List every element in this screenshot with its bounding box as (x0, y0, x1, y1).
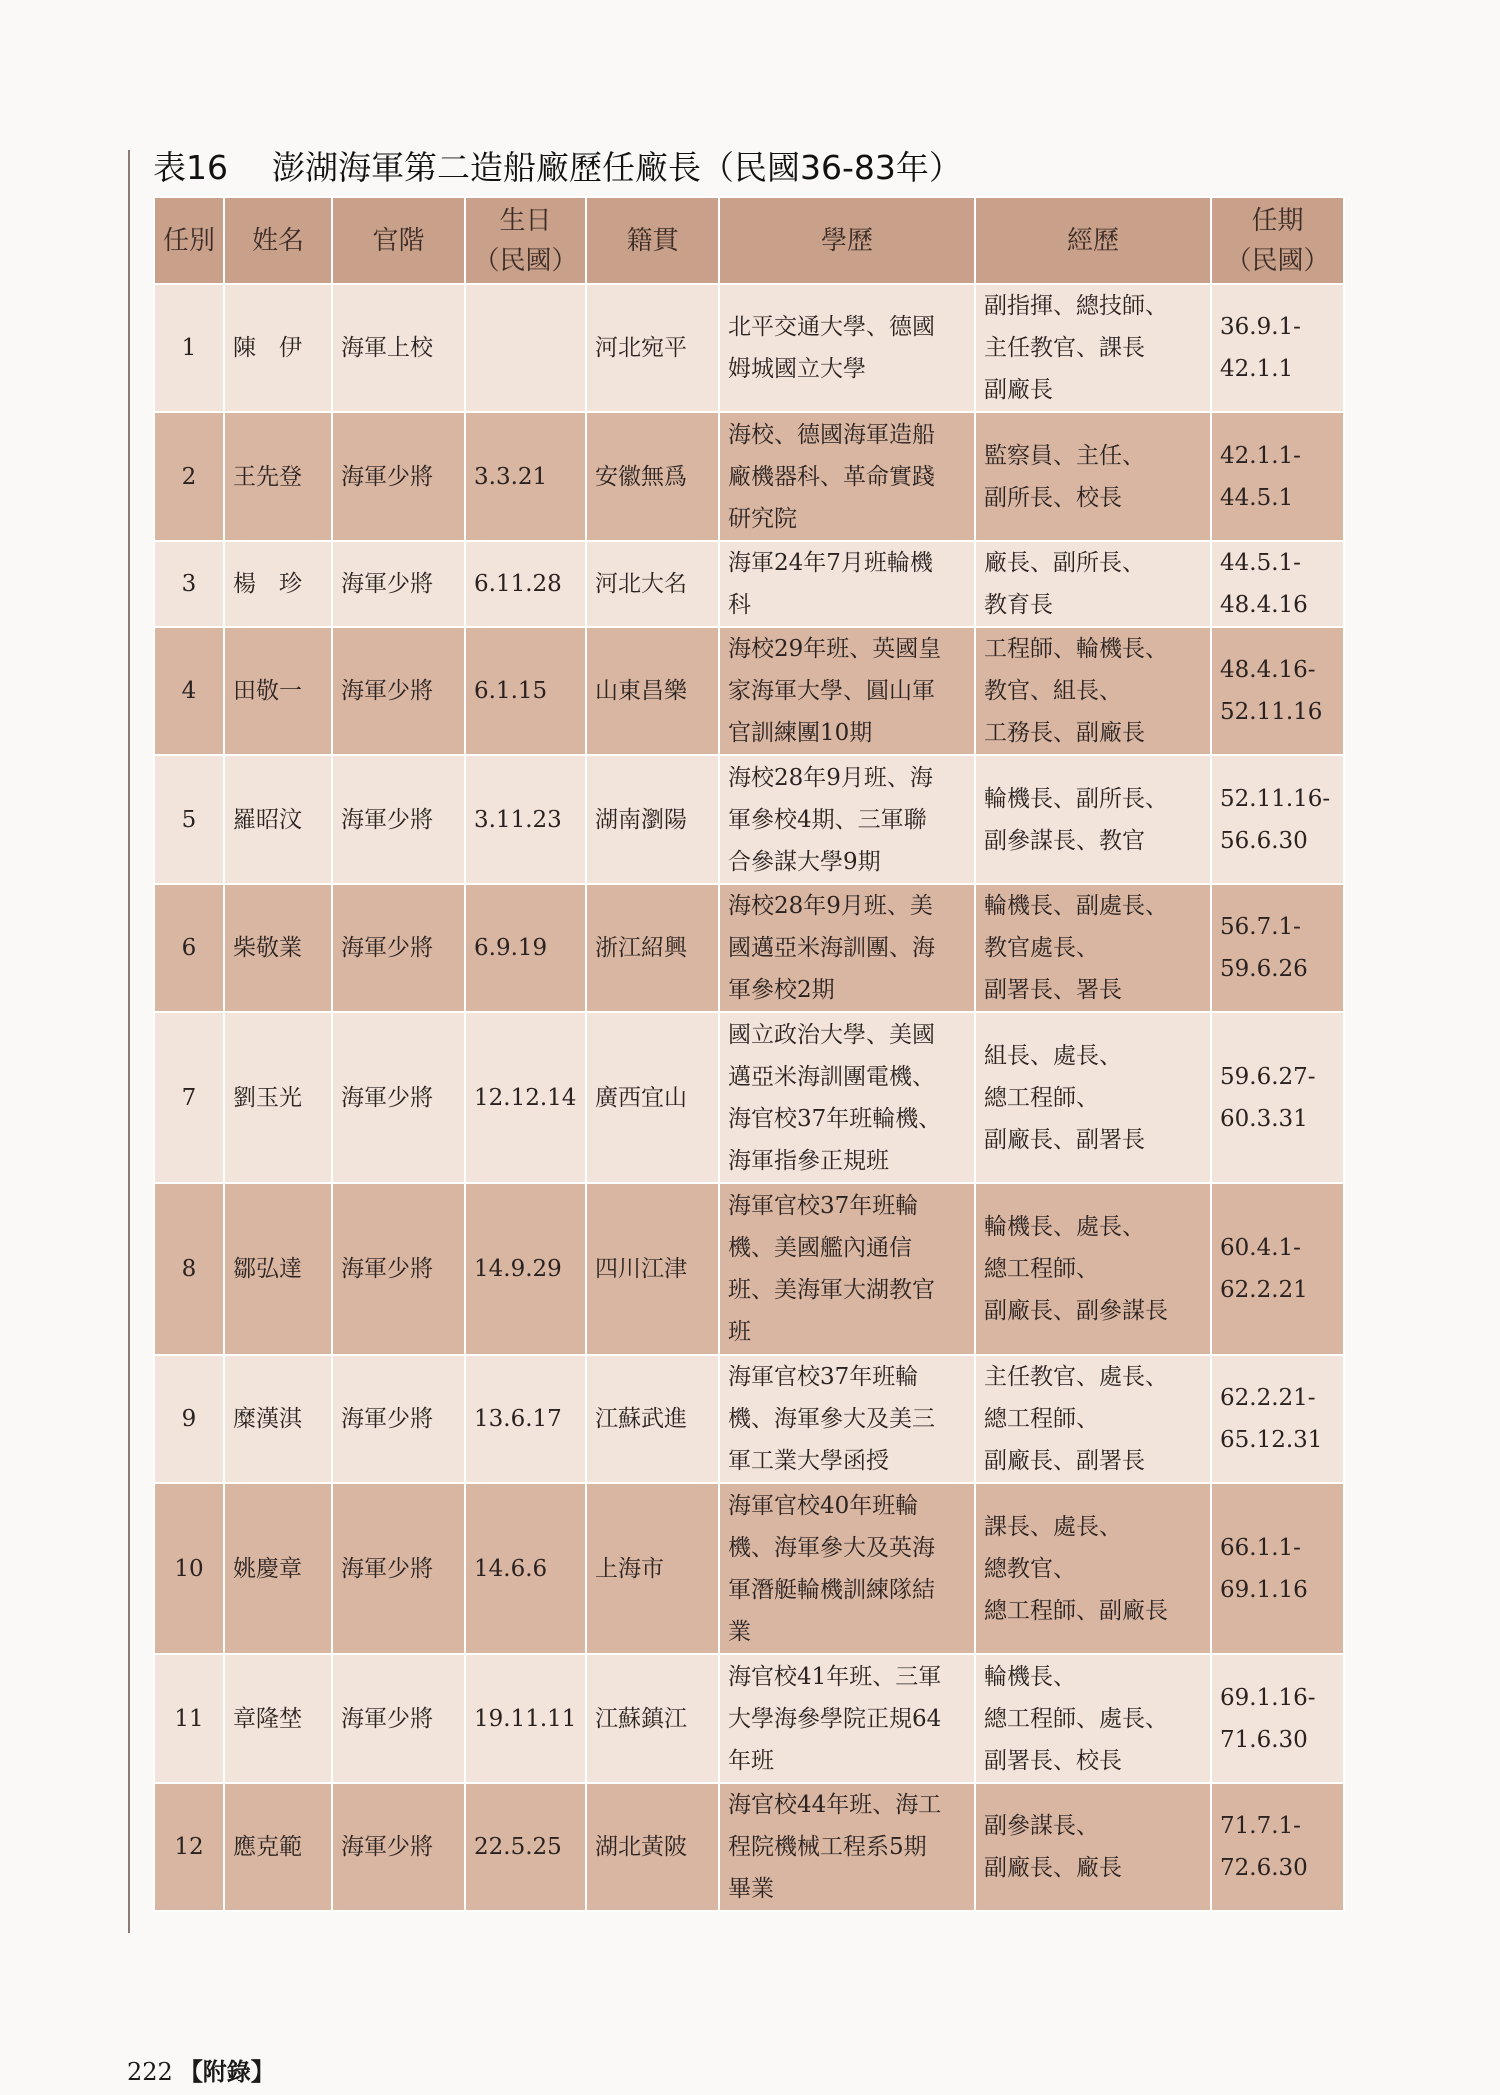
cell-origin: 湖北黃陂 (586, 1783, 719, 1911)
experience-line: 工務長、副廠長 (984, 720, 1145, 747)
experience-line: 總工程師、處長、 (984, 1705, 1168, 1732)
cell-birth: 6.1.15 (465, 627, 586, 755)
experience-line: 教官、組長、 (984, 678, 1122, 705)
table-row (154, 412, 1344, 540)
cell-origin: 上海市 (586, 1483, 719, 1654)
table-row (154, 1012, 1344, 1183)
header-term (1211, 197, 1344, 284)
cell-education (719, 412, 975, 540)
experience-line: 總教官、 (984, 1555, 1076, 1582)
cell-education (719, 884, 975, 1012)
cell-no: 6 (154, 884, 224, 1012)
education-line: 海校29年班、英國皇 (728, 636, 942, 663)
education-line: 班、美海軍大湖教官 (728, 1277, 935, 1304)
education-line: 海軍官校37年班輪 (728, 1193, 919, 1220)
experience-line: 總工程師、 (984, 1084, 1099, 1111)
cell-birth: 12.12.14 (465, 1012, 586, 1183)
cell-term (1211, 884, 1344, 1012)
term-line: 44.5.1 (1220, 484, 1294, 511)
table-row (154, 1483, 1344, 1654)
education-line: 機、海軍參大及美三 (728, 1405, 935, 1432)
cell-name: 王先登 (224, 412, 332, 540)
experience-line: 副署長、校長 (984, 1747, 1122, 1774)
cell-no: 7 (154, 1012, 224, 1183)
cell-origin: 廣西宜山 (586, 1012, 719, 1183)
margin-rule (128, 150, 130, 1933)
education-line: 廠機器科、革命實踐 (728, 463, 935, 490)
cell-rank: 海軍少將 (332, 541, 465, 627)
cell-name: 陳 伊 (224, 284, 332, 412)
term-line: 36.9.1- (1220, 314, 1301, 341)
cell-origin: 四川江津 (586, 1183, 719, 1354)
table-row (154, 284, 1344, 412)
cell-experience (975, 541, 1211, 627)
cell-experience (975, 1183, 1211, 1354)
cell-rank: 海軍少將 (332, 1783, 465, 1911)
experience-line: 輪機長、副所長、 (984, 785, 1168, 812)
cell-term (1211, 1012, 1344, 1183)
term-line: 59.6.27- (1220, 1063, 1316, 1090)
cell-no: 2 (154, 412, 224, 540)
cell-birth (465, 284, 586, 412)
cell-birth: 13.6.17 (465, 1355, 586, 1483)
header-education: 學歷 (719, 197, 975, 284)
education-line: 海軍官校37年班輪 (728, 1363, 919, 1390)
experience-line: 總工程師、副廠長 (984, 1597, 1168, 1624)
cell-experience (975, 1355, 1211, 1483)
term-line: 65.12.31 (1220, 1426, 1323, 1453)
cell-origin: 浙江紹興 (586, 884, 719, 1012)
cell-birth: 3.11.23 (465, 755, 586, 883)
cell-term (1211, 1783, 1344, 1911)
experience-line: 副參謀長、教官 (984, 827, 1145, 854)
cell-education (719, 1012, 975, 1183)
cell-origin: 河北大名 (586, 541, 719, 627)
cell-name: 楊 珍 (224, 541, 332, 627)
table-row (154, 755, 1344, 883)
table-row (154, 1783, 1344, 1911)
term-line: 56.7.1- (1220, 913, 1301, 940)
cell-birth: 14.6.6 (465, 1483, 586, 1654)
cell-no: 10 (154, 1483, 224, 1654)
term-line: 66.1.1- (1220, 1534, 1301, 1561)
experience-line: 副廠長、廠長 (984, 1855, 1122, 1882)
cell-education (719, 1654, 975, 1782)
experience-line: 副所長、校長 (984, 484, 1122, 511)
term-line: 71.6.30 (1220, 1726, 1308, 1753)
cell-name: 鄒弘達 (224, 1183, 332, 1354)
page-footer (127, 2052, 275, 2087)
cell-no: 5 (154, 755, 224, 883)
education-line: 海官校44年班、海工 (728, 1792, 942, 1819)
page-number: 222 (127, 2058, 173, 2086)
table-row (154, 627, 1344, 755)
cell-term (1211, 755, 1344, 883)
education-line: 年班 (728, 1747, 774, 1774)
cell-rank: 海軍少將 (332, 755, 465, 883)
term-line: 52.11.16- (1220, 785, 1331, 812)
term-line: 71.7.1- (1220, 1813, 1301, 1840)
cell-origin: 安徽無爲 (586, 412, 719, 540)
term-line: 62.2.21- (1220, 1384, 1316, 1411)
education-line: 班 (728, 1319, 751, 1346)
cell-experience (975, 627, 1211, 755)
cell-no: 3 (154, 541, 224, 627)
experience-line: 副廠長 (984, 377, 1053, 404)
education-line: 大學海參學院正規64 (728, 1705, 942, 1732)
header-origin: 籍貫 (586, 197, 719, 284)
experience-line: 輪機長、處長、 (984, 1214, 1145, 1241)
experience-line: 工程師、輪機長、 (984, 636, 1168, 663)
table-title-text: 澎湖海軍第二造船廠歷任廠長（民國36-83年） (272, 148, 962, 187)
cell-name: 章隆埜 (224, 1654, 332, 1782)
education-line: 海軍官校40年班輪 (728, 1492, 919, 1519)
header-rank: 官階 (332, 197, 465, 284)
experience-line: 監察員、主任、 (984, 442, 1145, 469)
header-term-line: （民國） (1225, 245, 1330, 276)
term-line: 62.2.21 (1220, 1277, 1308, 1304)
table-header-row (154, 197, 1344, 284)
term-line: 48.4.16 (1220, 591, 1308, 618)
education-line: 畢業 (728, 1876, 774, 1903)
education-line: 邁亞米海訓團電機、 (728, 1063, 935, 1090)
experience-line: 主任教官、課長 (984, 335, 1145, 362)
experience-line: 教官處長、 (984, 934, 1099, 961)
cell-no: 1 (154, 284, 224, 412)
cell-origin: 江蘇武進 (586, 1355, 719, 1483)
experience-line: 輪機長、 (984, 1663, 1076, 1690)
cell-education (719, 1783, 975, 1911)
cell-no: 9 (154, 1355, 224, 1483)
cell-name: 糜漢淇 (224, 1355, 332, 1483)
cell-birth: 6.11.28 (465, 541, 586, 627)
education-line: 姆城國立大學 (728, 356, 866, 383)
cell-rank: 海軍少將 (332, 884, 465, 1012)
cell-name: 羅昭汶 (224, 755, 332, 883)
cell-birth: 6.9.19 (465, 884, 586, 1012)
term-line: 69.1.16- (1220, 1684, 1316, 1711)
education-line: 研究院 (728, 505, 797, 532)
experience-line: 輪機長、副處長、 (984, 892, 1168, 919)
cell-rank: 海軍少將 (332, 1355, 465, 1483)
cell-rank: 海軍少將 (332, 1183, 465, 1354)
cell-term (1211, 627, 1344, 755)
experience-line: 副廠長、副署長 (984, 1447, 1145, 1474)
term-line: 59.6.26 (1220, 955, 1308, 982)
cell-experience (975, 1483, 1211, 1654)
cell-name: 姚慶章 (224, 1483, 332, 1654)
education-line: 合參謀大學9期 (728, 848, 881, 875)
cell-education (719, 1483, 975, 1654)
cell-birth: 22.5.25 (465, 1783, 586, 1911)
cell-no: 11 (154, 1654, 224, 1782)
education-line: 北平交通大學、德國 (728, 314, 935, 341)
cell-origin: 湖南瀏陽 (586, 755, 719, 883)
cell-education (719, 1183, 975, 1354)
cell-term (1211, 284, 1344, 412)
experience-line: 副廠長、副署長 (984, 1126, 1145, 1153)
cell-experience (975, 755, 1211, 883)
education-line: 國立政治大學、美國 (728, 1021, 935, 1048)
cell-education (719, 284, 975, 412)
header-term-line: 任期 (1251, 205, 1304, 236)
education-line: 機、美國艦內通信 (728, 1235, 912, 1262)
education-line: 機、海軍參大及英海 (728, 1534, 935, 1561)
experience-line: 主任教官、處長、 (984, 1363, 1168, 1390)
cell-term (1211, 1183, 1344, 1354)
cell-rank: 海軍少將 (332, 412, 465, 540)
education-line: 軍參校4期、三軍聯 (728, 806, 927, 833)
term-line: 48.4.16- (1220, 657, 1316, 684)
table-row (154, 884, 1344, 1012)
cell-name: 田敬一 (224, 627, 332, 755)
experience-line: 課長、處長、 (984, 1513, 1122, 1540)
experience-line: 副廠長、副參謀長 (984, 1298, 1168, 1325)
term-line: 60.3.31 (1220, 1105, 1308, 1132)
cell-no: 8 (154, 1183, 224, 1354)
experience-line: 總工程師、 (984, 1405, 1099, 1432)
cell-education (719, 755, 975, 883)
experience-line: 總工程師、 (984, 1256, 1099, 1283)
table-row (154, 541, 1344, 627)
term-line: 44.5.1- (1220, 549, 1301, 576)
cell-term (1211, 1355, 1344, 1483)
cell-rank: 海軍少將 (332, 1654, 465, 1782)
section-label: 【附錄】 (178, 2057, 275, 2086)
cell-rank: 海軍少將 (332, 627, 465, 755)
term-line: 52.11.16 (1220, 699, 1323, 726)
cell-origin: 山東昌樂 (586, 627, 719, 755)
education-line: 海官校41年班、三軍 (728, 1663, 942, 1690)
header-birth (465, 197, 586, 284)
experience-line: 副指揮、總技師、 (984, 293, 1168, 320)
cell-experience (975, 412, 1211, 540)
education-line: 海軍24年7月班輪機 (728, 549, 933, 576)
term-line: 60.4.1- (1220, 1235, 1301, 1262)
education-line: 家海軍大學、圓山軍 (728, 678, 935, 705)
education-line: 業 (728, 1618, 751, 1645)
cell-education (719, 627, 975, 755)
cell-term (1211, 541, 1344, 627)
education-line: 海校28年9月班、海 (728, 764, 933, 791)
cell-no: 12 (154, 1783, 224, 1911)
experience-line: 教育長 (984, 591, 1053, 618)
cell-rank: 海軍少將 (332, 1012, 465, 1183)
cell-rank: 海軍少將 (332, 1483, 465, 1654)
cell-term (1211, 412, 1344, 540)
table-number: 表16 (153, 148, 228, 187)
education-line: 海官校37年班輪機、 (728, 1105, 942, 1132)
cell-experience (975, 1012, 1211, 1183)
experience-line: 副署長、署長 (984, 976, 1122, 1003)
cell-no: 4 (154, 627, 224, 755)
education-line: 科 (728, 591, 751, 618)
cell-origin: 江蘇鎮江 (586, 1654, 719, 1782)
cell-name: 應克範 (224, 1783, 332, 1911)
education-line: 國邁亞米海訓團、海 (728, 934, 935, 961)
experience-line: 廠長、副所長、 (984, 549, 1145, 576)
cell-term (1211, 1483, 1344, 1654)
header-birth-line: （民國） (473, 245, 578, 276)
education-line: 軍工業大學函授 (728, 1447, 889, 1474)
table-row (154, 1355, 1344, 1483)
cell-birth: 19.11.11 (465, 1654, 586, 1782)
cell-birth: 14.9.29 (465, 1183, 586, 1354)
education-line: 海校、德國海軍造船 (728, 421, 935, 448)
cell-education (719, 1355, 975, 1483)
header-no: 任別 (154, 197, 224, 284)
table-title (153, 143, 962, 193)
term-line: 69.1.16 (1220, 1576, 1308, 1603)
header-birth-line: 生日 (499, 205, 552, 236)
cell-experience (975, 284, 1211, 412)
header-name: 姓名 (224, 197, 332, 284)
term-line: 42.1.1 (1220, 356, 1294, 383)
experience-line: 副參謀長、 (984, 1813, 1099, 1840)
cell-birth: 3.3.21 (465, 412, 586, 540)
cell-name: 柴敬業 (224, 884, 332, 1012)
cell-experience (975, 884, 1211, 1012)
header-experience: 經歷 (975, 197, 1211, 284)
cell-experience (975, 1783, 1211, 1911)
commanders-table (153, 196, 1345, 1912)
cell-term (1211, 1654, 1344, 1782)
cell-name: 劉玉光 (224, 1012, 332, 1183)
cell-experience (975, 1654, 1211, 1782)
term-line: 72.6.30 (1220, 1855, 1308, 1882)
table-row (154, 1183, 1344, 1354)
education-line: 軍潛艇輪機訓練隊結 (728, 1576, 935, 1603)
education-line: 軍參校2期 (728, 976, 835, 1003)
term-line: 56.6.30 (1220, 827, 1308, 854)
cell-origin: 河北宛平 (586, 284, 719, 412)
term-line: 42.1.1- (1220, 442, 1301, 469)
cell-education (719, 541, 975, 627)
education-line: 官訓練團10期 (728, 720, 873, 747)
education-line: 程院機械工程系5期 (728, 1834, 927, 1861)
cell-rank: 海軍上校 (332, 284, 465, 412)
experience-line: 組長、處長、 (984, 1042, 1122, 1069)
table-row (154, 1654, 1344, 1782)
education-line: 海校28年9月班、美 (728, 892, 933, 919)
education-line: 海軍指參正規班 (728, 1147, 889, 1174)
